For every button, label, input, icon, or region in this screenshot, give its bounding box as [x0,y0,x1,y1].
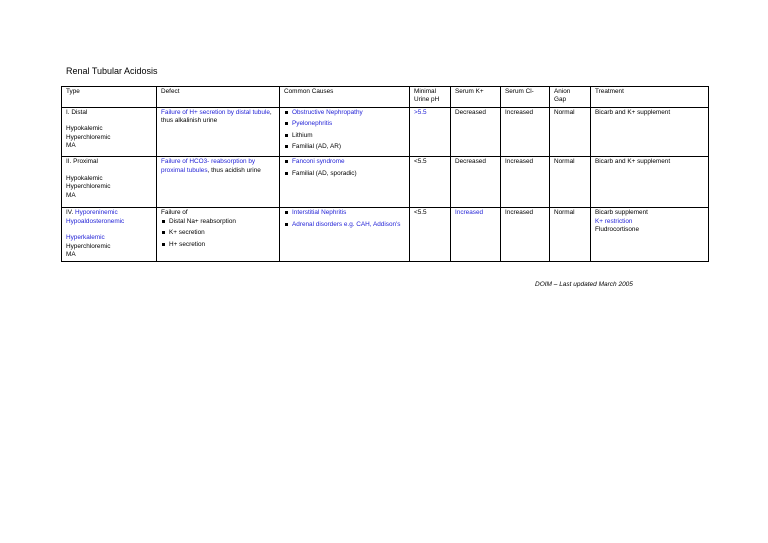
treatment-line: Bicarb supplement [595,209,648,217]
header-treatment: Treatment [591,87,709,108]
header-anion-line2: Gap [554,96,567,104]
treatment-cell [591,208,709,262]
cause-item: Familial (AD, AR) [284,143,406,151]
page-title: Renal Tubular Acidosis [66,66,158,76]
type-sub: Hyperchloremic [66,133,111,141]
causes-cell [280,157,410,208]
defect-cell [157,107,280,157]
defect-link[interactable]: Failure of H+ secretion by distal tubule [161,108,270,116]
cause-item: Familial (AD, sporadic) [284,170,406,178]
treatment-line[interactable]: K+ restriction [595,217,633,225]
cause-item[interactable]: Interstitial Nephritis [284,209,406,217]
table-row [62,208,709,262]
serum-k-cell: Decreased [451,157,501,208]
defect-item: K+ secretion [161,229,276,237]
footer-note: DOIM – Last updated March 2005 [535,281,633,288]
type-cell [62,208,157,262]
defect-text: , thus acidish urine [207,166,261,174]
rta-table [61,86,709,262]
type-sub: Hypokalemic [66,125,103,133]
treatment-cell: Bicarb and K+ supplement [591,157,709,208]
ph-cell: <5.5 [410,157,451,208]
treatment-line: Fludrocortisone [595,226,640,234]
type-sub: MA [66,251,76,259]
anion-gap-cell: Normal [550,157,591,208]
cause-item[interactable]: Pyelonephritis [284,120,406,128]
anion-gap-cell: Normal [550,107,591,157]
header-min-urine-ph [410,87,451,108]
treatment-cell: Bicarb and K+ supplement [591,107,709,157]
type-prefix: IV. [66,209,76,217]
type-sub: Hyperchloremic [66,183,111,191]
type-sub-link[interactable]: Hyperkalemic [66,234,105,242]
header-serum-cl: Serum Cl- [501,87,550,108]
table-row [62,157,709,208]
defect-item: Distal Na+ reabsorption [161,218,276,226]
type-name[interactable]: Hyporeninemic Hypoaldosteronemic [66,209,125,225]
defect-cell [157,208,280,262]
table-row [62,107,709,157]
cause-item: Lithium [284,132,406,140]
type-sub: Hyperchloremic [66,242,111,250]
defect-text: , thus alkalinish urine [161,108,272,125]
type-sub: MA [66,191,76,199]
serum-cl-cell: Increased [501,208,550,262]
defect-cell [157,157,280,208]
cause-item[interactable]: Fanconi syndrome [284,158,406,166]
type-cell [62,107,157,157]
serum-k-cell: Decreased [451,107,501,157]
defect-link[interactable]: Failure of HCO3- reabsorption by proximal tubules [161,158,256,174]
cause-item[interactable]: Obstructive Nephropathy [284,109,406,117]
causes-cell [280,107,410,157]
cause-item[interactable]: Adrenal disorders e.g. CAH, Addison's [284,221,406,229]
ph-cell: >5.5 [410,107,451,157]
serum-cl-cell: Increased [501,107,550,157]
type-name: II. Proximal [66,158,98,166]
defect-item: H+ secretion [161,241,276,249]
header-row [62,87,709,108]
header-type: Type [62,87,157,108]
header-ph-line2: Urine pH [414,96,440,104]
type-sub: Hypokalemic [66,174,103,182]
causes-cell [280,208,410,262]
serum-k-cell: Increased [451,208,501,262]
header-ph-line1: Minimal [414,88,437,95]
header-anion-gap [550,87,591,108]
serum-cl-cell: Increased [501,157,550,208]
header-serum-k: Serum K+ [451,87,501,108]
defect-intro: Failure of [161,209,188,217]
header-defect: Defect [157,87,280,108]
header-anion-line1: Anion [554,88,571,95]
type-cell [62,157,157,208]
ph-cell: <5.5 [410,208,451,262]
anion-gap-cell: Normal [550,208,591,262]
type-name: I. Distal [66,108,88,116]
header-causes: Common Causes [280,87,410,108]
type-sub: MA [66,142,76,150]
